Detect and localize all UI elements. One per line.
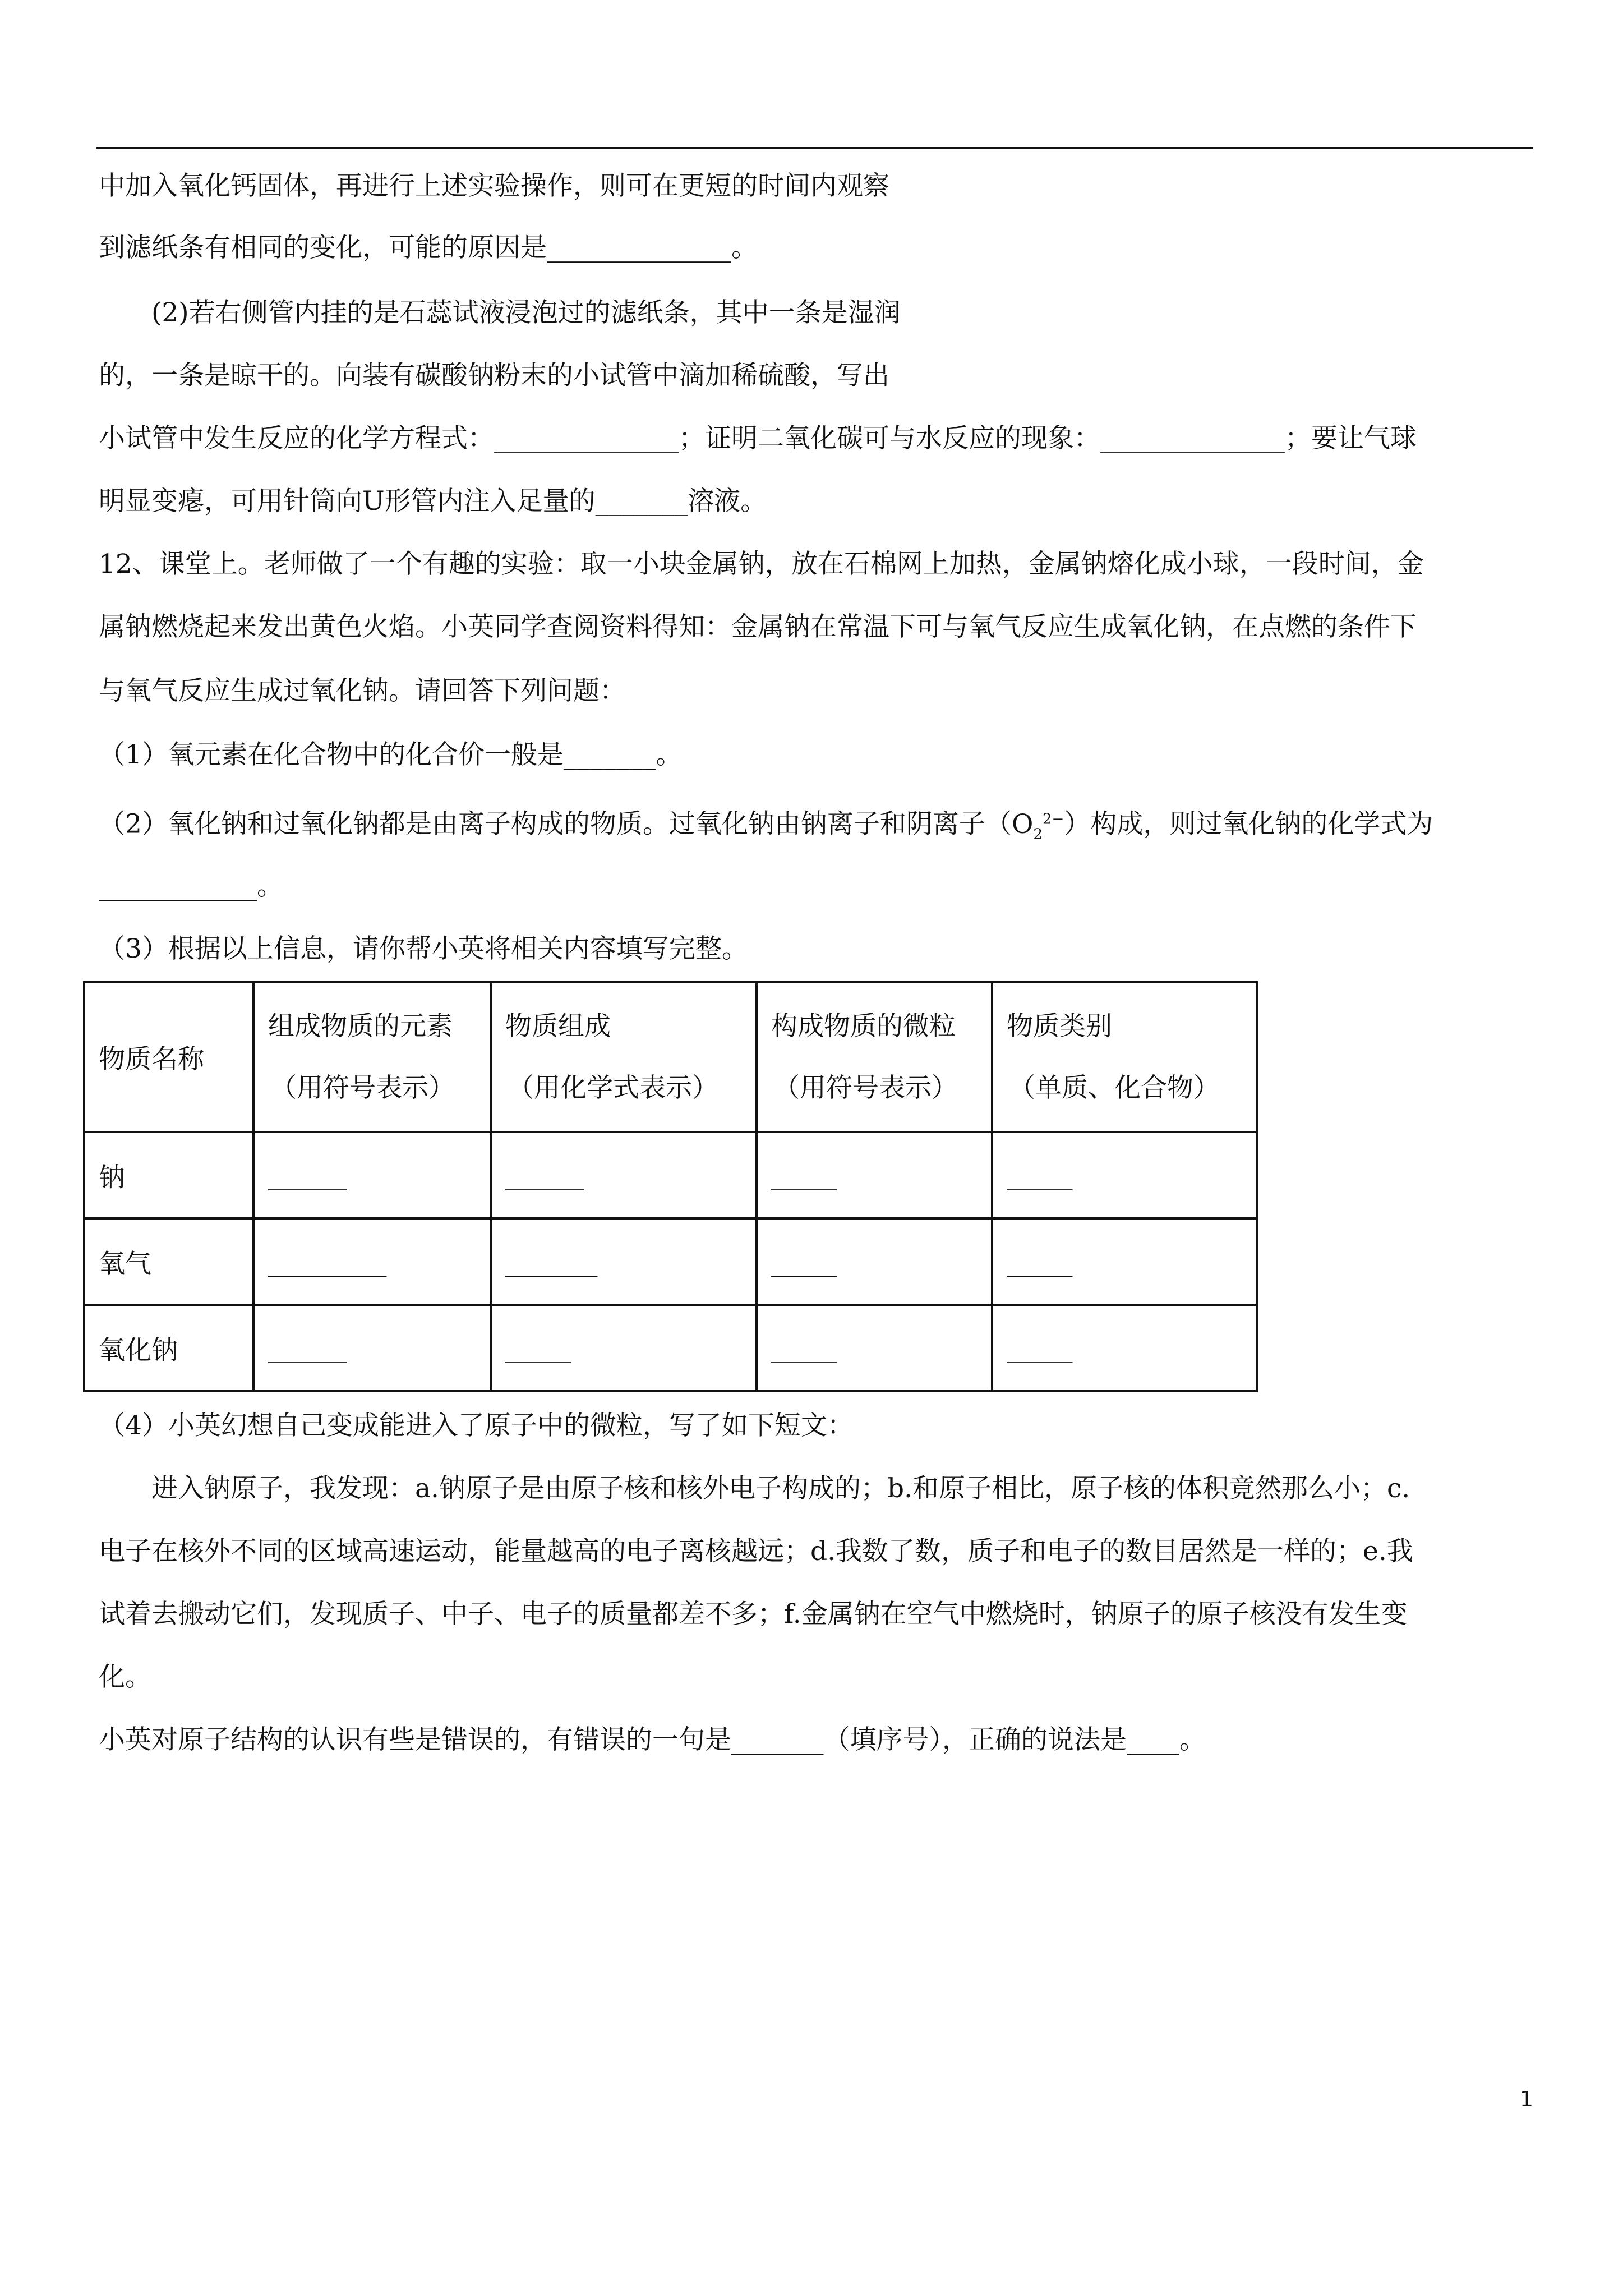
- text-line-2: 到滤纸条有相同的变化，可能的原因是______________。: [99, 232, 758, 263]
- question-12-part-2: [99, 802, 1433, 851]
- ion-charge: 2−: [1043, 811, 1064, 827]
- answer-blank: _______: [491, 1218, 757, 1305]
- answer-blank: _____: [757, 1218, 992, 1305]
- question-12-line-1: 12、课堂上。老师做了一个有趣的实验：取一小块金属钠，放在石棉网上加热，金属钠熔化成小球，一段时间，金: [99, 549, 1424, 579]
- answer-blank: _____: [992, 1132, 1257, 1218]
- peroxide-ion-formula: [1011, 808, 1064, 843]
- essay-line-4: 化。: [99, 1662, 151, 1692]
- essay-line-3: 试着去搬动它们，发现质子、中子、电子的质量都差不多；f.金属钠在空气中燃烧时，钠原子的原子核没有发生变: [99, 1599, 1408, 1630]
- question-12-line-3: 与氧气反应生成过氧化钠。请回答下列问题：: [99, 675, 626, 706]
- row-label: 氧化钠: [84, 1305, 253, 1391]
- part-2-answer-blank: ____________。: [99, 871, 283, 901]
- header-composition: 物质组成 （用化学式表示）: [491, 982, 757, 1132]
- table-row: [84, 1132, 1257, 1218]
- header-category: 物质类别 （单质、化合物）: [992, 982, 1257, 1132]
- header-particles: 构成物质的微粒 （用符号表示）: [757, 982, 992, 1132]
- answer-blank: _____: [757, 1132, 992, 1218]
- question-12-part-4: （4）小英幻想自己变成能进入了原子中的微粒，写了如下短文：: [99, 1410, 854, 1441]
- page-number: 1: [1519, 2087, 1533, 2111]
- final-question-line: 小英对原子结构的认识有些是错误的，有错误的一句是_______（填序号），正确的说法是____。: [99, 1724, 1206, 1755]
- part-2-text-b: ）构成，则过氧化钠的化学式为: [1064, 808, 1433, 840]
- header-substance-name: 物质名称: [84, 982, 253, 1132]
- answer-blank: ______: [253, 1132, 491, 1218]
- table-header-row: [84, 982, 1257, 1132]
- substance-table: [83, 981, 1258, 1392]
- text-line-6: 明显变瘪，可用针筒向U形管内注入足量的_______溶液。: [99, 486, 767, 517]
- question-12-part-3: （3）根据以上信息，请你帮小英将相关内容填写完整。: [99, 933, 748, 964]
- row-label: 钠: [84, 1132, 253, 1218]
- text-line-1: 中加入氧化钙固体，再进行上述实验操作，则可在更短的时间内观察: [99, 171, 889, 201]
- question-12-part-1: （1）氧元素在化合物中的化合价一般是_______。: [99, 739, 683, 770]
- essay-line-2: 电子在核外不同的区域高速运动，能量越高的电子离核越远；d.我数了数，质子和电子的数目居然是一样的；e.我: [99, 1536, 1413, 1567]
- row-label: 氧气: [84, 1218, 253, 1305]
- ion-base: O: [1011, 808, 1034, 840]
- header-elements: 组成物质的元素 （用符号表示）: [253, 982, 491, 1132]
- answer-blank: _____: [491, 1305, 757, 1391]
- table-row: [84, 1218, 1257, 1305]
- answer-blank: ______: [253, 1305, 491, 1391]
- text-line-4: 的，一条是晾干的。向装有碳酸钠粉末的小试管中滴加稀硫酸，写出: [99, 360, 889, 391]
- table-row: [84, 1305, 1257, 1391]
- answer-blank: _____: [992, 1218, 1257, 1305]
- answer-blank: _________: [253, 1218, 491, 1305]
- answer-blank: _____: [992, 1305, 1257, 1391]
- answer-blank: ______: [491, 1132, 757, 1218]
- part-2-text-a: （2）氧化钠和过氧化钠都是由离子构成的物质。过氧化钠由钠离子和阴离子（: [99, 808, 1012, 840]
- text-line-5: 小试管中发生反应的化学方程式：______________；证明二氧化碳可与水反应的现象：______________；要让气球: [99, 423, 1417, 454]
- text-line-3: (2)若右侧管内挂的是石蕊试液浸泡过的滤纸条，其中一条是湿润: [151, 297, 901, 328]
- ion-subscript: 2: [1033, 826, 1043, 843]
- essay-line-1: 进入钠原子，我发现：a.钠原子是由原子核和核外电子构成的；b.和原子相比，原子核的体积竟然那么小；c.: [151, 1473, 1410, 1504]
- header-rule: [96, 147, 1533, 149]
- answer-blank: _____: [757, 1305, 992, 1391]
- question-12-line-2: 属钠燃烧起来发出黄色火焰。小英同学查阅资料得知：金属钠在常温下可与氧气反应生成氧化钠，在点燃的条件下: [99, 611, 1417, 642]
